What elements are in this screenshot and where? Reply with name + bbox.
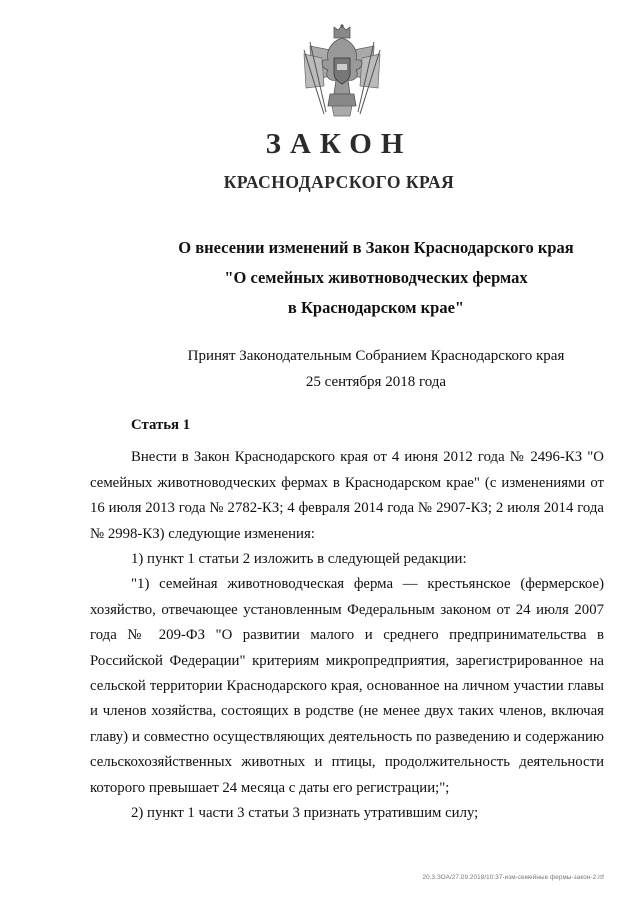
article-heading: Статья 1 (131, 417, 191, 433)
paragraph: 1) пункт 1 статьи 2 изложить в следующей редакции: (131, 551, 467, 568)
law-title-line: в Краснодарском крае" (287, 298, 465, 317)
law-title-line: О внесении изменений в Закон Краснодарского края (178, 238, 574, 257)
document-body (90, 413, 604, 827)
law-title-line: "О семейных животноводческих фермах (224, 268, 528, 287)
adoption-body: Принят Законодательным Собранием Краснодарского края (187, 348, 565, 364)
coat-of-arms-icon (290, 24, 398, 124)
paragraph: "1) семейная животноводческая ферма — крестьянское (фермерское) хозяйство, отвечающее установленным Федеральным законом от 24 июля 2007 года № 209-ФЗ "О развитии малого и среднего предпринимательства в Российской Федерации" критериям микропредприятия, зарегистрированное на сельской территории Краснодарского края, основанное на личном участии главы и членов хозяйства, состоящих в родстве (не менее двух таких членов, включая главу) и совместно осуществляющих деятельность по разведению и содержанию сельскохозяйственных животных и птицы, продолжительность деятельности которого превышает 24 месяца с даты его регистрации;"; (90, 576, 604, 796)
adoption-info (112, 343, 640, 395)
paragraph: Внести в Закон Краснодарского края от 4 июня 2012 года № 2496-КЗ "О семейных животноводческих фермах в Краснодарском крае" (с изменениями от 16 июля 2013 года № 2782-КЗ; 4 февраля 2014 года № 2907-КЗ; 2 июля 2014 года № 2998-КЗ) следующие изменения: (90, 449, 604, 542)
law-title (112, 233, 640, 323)
document-subtitle: КРАСНОДАРСКОГО КРАЯ (223, 172, 455, 192)
adoption-date: 25 сентября 2018 года (305, 374, 447, 390)
paragraph: 2) пункт 1 части 3 статьи 3 признать утратившим силу; (131, 805, 479, 822)
file-path-footer: 20.3.ЗОА/27.09.2018/10:37-изм-семейные фермы-закон-2.rtf (422, 874, 604, 881)
document-title: ЗАКОН (265, 128, 413, 160)
